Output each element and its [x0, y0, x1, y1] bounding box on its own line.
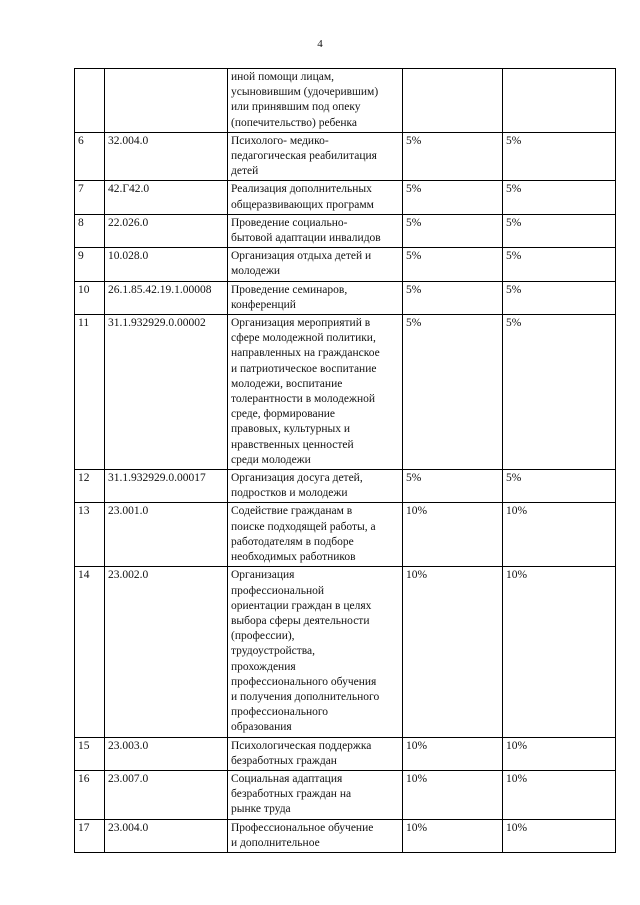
service-name-line: необходимых работников	[231, 551, 356, 564]
row-number-cell: 12	[75, 470, 105, 503]
table-row	[75, 69, 616, 133]
percent-cell-1: 10%	[403, 503, 503, 567]
service-name-line: направленных на гражданское	[231, 347, 380, 360]
service-code-cell: 26.1.85.42.19.1.00008	[105, 281, 228, 314]
service-name-line: конференций	[231, 298, 296, 311]
services-table	[74, 68, 616, 853]
service-name-line: детей	[231, 165, 259, 178]
percent-cell-2: 5%	[503, 181, 616, 214]
percent-cell-1: 10%	[403, 737, 503, 770]
services-table-body	[75, 69, 616, 853]
service-name-line: безработных граждан на	[231, 788, 352, 801]
service-name-cell	[228, 470, 403, 503]
service-name-line: работодателям в подборе	[231, 535, 354, 548]
service-code-cell	[105, 69, 228, 133]
percent-cell-1: 5%	[403, 214, 503, 247]
row-number-cell: 13	[75, 503, 105, 567]
percent-cell-1: 5%	[403, 248, 503, 281]
percent-cell-2: 5%	[503, 470, 616, 503]
row-number-cell: 6	[75, 132, 105, 181]
row-number-cell: 9	[75, 248, 105, 281]
service-name-line: или принявшим под опеку	[231, 101, 361, 114]
percent-cell-1: 10%	[403, 770, 503, 819]
service-name-line: бытовой адаптации инвалидов	[231, 232, 381, 245]
service-name-line: Реализация дополнительных	[231, 183, 372, 196]
service-name-line: (профессии),	[231, 630, 295, 643]
percent-cell-2: 5%	[503, 132, 616, 181]
service-name-line: правовых, культурных и	[231, 423, 351, 436]
service-name-line: сфере молодежной политики,	[231, 332, 376, 345]
table-row	[75, 567, 616, 737]
service-name-line: и получения дополнительного	[231, 690, 380, 703]
service-name-line: Проведение семинаров,	[231, 283, 348, 296]
service-name-cell	[228, 503, 403, 567]
service-name-line: Организация досуга детей,	[231, 472, 363, 485]
row-number-cell: 17	[75, 819, 105, 852]
percent-cell-2: 5%	[503, 248, 616, 281]
service-code-cell: 32.004.0	[105, 132, 228, 181]
percent-cell-1: 5%	[403, 470, 503, 503]
service-name-cell	[228, 819, 403, 852]
service-name-line: усыновившим (удочерившим)	[231, 86, 379, 99]
service-name-cell	[228, 770, 403, 819]
service-name-line: и дополнительное	[231, 836, 320, 849]
row-number-cell: 14	[75, 567, 105, 737]
service-name-line: толерантности в молодежной	[231, 393, 375, 406]
row-number-cell: 11	[75, 315, 105, 470]
service-code-cell: 22.026.0	[105, 214, 228, 247]
row-number-cell: 7	[75, 181, 105, 214]
service-name-cell	[228, 281, 403, 314]
percent-cell-1: 10%	[403, 819, 503, 852]
percent-cell-2: 10%	[503, 770, 616, 819]
service-name-cell	[228, 248, 403, 281]
table-row	[75, 503, 616, 567]
percent-cell-1: 10%	[403, 567, 503, 737]
service-name-cell	[228, 214, 403, 247]
percent-cell-2: 5%	[503, 214, 616, 247]
service-code-cell: 23.001.0	[105, 503, 228, 567]
service-name-line: молодежи, воспитание	[231, 377, 343, 390]
row-number-cell: 15	[75, 737, 105, 770]
service-name-line: педагогическая реабилитация	[231, 150, 377, 163]
service-name-line: Психологическая поддержка	[231, 739, 372, 752]
page-number: 4	[317, 38, 323, 50]
service-name-line: ориентации граждан в целях	[231, 599, 372, 612]
row-number-cell	[75, 69, 105, 133]
service-code-cell: 23.007.0	[105, 770, 228, 819]
service-name-line: выбора сферы деятельности	[231, 614, 370, 627]
service-code-cell: 23.003.0	[105, 737, 228, 770]
service-name-line: Психолого- медико-	[231, 134, 329, 147]
service-name-line: и патриотическое воспитание	[231, 362, 377, 375]
row-number-cell: 8	[75, 214, 105, 247]
service-name-line: среди молодежи	[231, 453, 311, 466]
table-row	[75, 737, 616, 770]
percent-cell-1: 5%	[403, 315, 503, 470]
row-number-cell: 16	[75, 770, 105, 819]
service-name-line: рынке труда	[231, 803, 291, 816]
percent-cell-1: 5%	[403, 281, 503, 314]
service-code-cell: 10.028.0	[105, 248, 228, 281]
service-name-line: Организация	[231, 569, 295, 582]
service-code-cell: 42.Г42.0	[105, 181, 228, 214]
service-name-line: профессионального обучения	[231, 675, 377, 688]
percent-cell-1	[403, 69, 503, 133]
service-code-cell: 23.002.0	[105, 567, 228, 737]
service-name-line: Социальная адаптация	[231, 772, 343, 785]
row-number-cell: 10	[75, 281, 105, 314]
table-row	[75, 132, 616, 181]
service-name-line: профессионального	[231, 706, 329, 719]
service-name-cell	[228, 181, 403, 214]
percent-cell-2: 10%	[503, 737, 616, 770]
service-code-cell: 23.004.0	[105, 819, 228, 852]
service-name-cell	[228, 737, 403, 770]
percent-cell-2: 10%	[503, 819, 616, 852]
service-name-line: общеразвивающих программ	[231, 198, 374, 211]
table-row	[75, 281, 616, 314]
service-name-line: Организация мероприятий в	[231, 317, 371, 330]
service-name-line: Проведение социально-	[231, 216, 348, 229]
percent-cell-1: 5%	[403, 132, 503, 181]
table-row	[75, 181, 616, 214]
service-name-line: подростков и молодежи	[231, 487, 348, 500]
service-name-cell	[228, 132, 403, 181]
service-name-line: Содействие гражданам в	[231, 505, 353, 518]
service-name-line: иной помощи лицам,	[231, 71, 334, 83]
table-row	[75, 470, 616, 503]
service-name-line: трудоустройства,	[231, 645, 316, 658]
percent-cell-2: 10%	[503, 503, 616, 567]
table-row	[75, 819, 616, 852]
service-name-line: безработных граждан	[231, 754, 337, 767]
table-row	[75, 315, 616, 470]
service-name-line: нравственных ценностей	[231, 438, 354, 451]
service-name-line: прохождения	[231, 660, 296, 673]
table-row	[75, 770, 616, 819]
service-name-line: молодежи	[231, 265, 281, 278]
service-name-line: профессиональной	[231, 584, 325, 597]
percent-cell-2: 5%	[503, 315, 616, 470]
service-code-cell: 31.1.932929.0.00002	[105, 315, 228, 470]
percent-cell-2: 10%	[503, 567, 616, 737]
percent-cell-2: 5%	[503, 281, 616, 314]
service-name-line: (попечительство) ребенка	[231, 116, 358, 129]
service-name-cell	[228, 567, 403, 737]
service-code-cell: 31.1.932929.0.00017	[105, 470, 228, 503]
service-name-line: Организация отдыха детей и	[231, 250, 372, 263]
service-name-cell	[228, 69, 403, 133]
service-name-line: поиске подходящей работы, а	[231, 520, 376, 533]
service-name-line: Профессиональное обучение	[231, 821, 374, 834]
percent-cell-2	[503, 69, 616, 133]
table-row	[75, 214, 616, 247]
service-name-line: образования	[231, 721, 292, 734]
service-name-line: среде, формирование	[231, 408, 336, 421]
table-row	[75, 248, 616, 281]
service-name-cell	[228, 315, 403, 470]
percent-cell-1: 5%	[403, 181, 503, 214]
